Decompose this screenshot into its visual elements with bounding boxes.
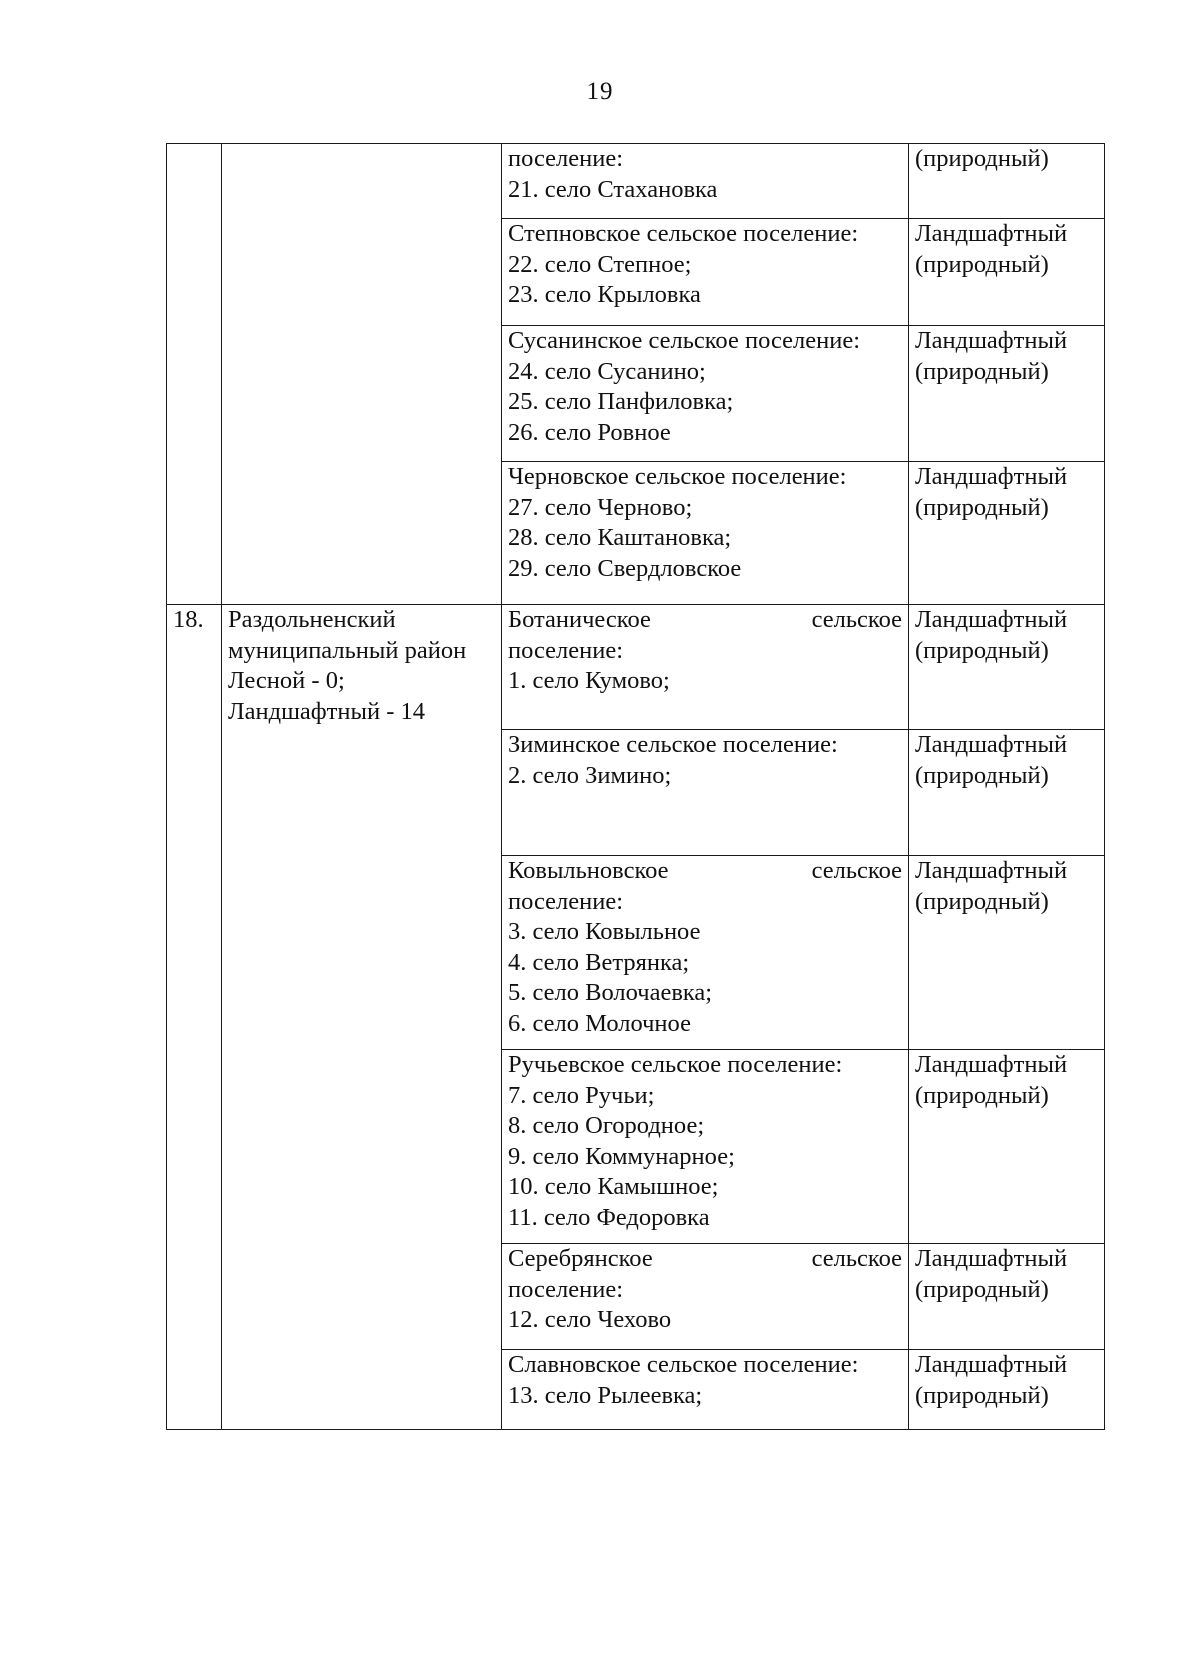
forest-type-line: (природный) [915, 1381, 1049, 1409]
forest-type-line: Ландшафтный [915, 731, 1068, 758]
settlement-line: Славновское сельское поселение: [508, 1351, 859, 1378]
settlement-line: поселение: [508, 1275, 624, 1303]
settlement-word: сельское [811, 857, 902, 884]
settlement-cell [502, 326, 909, 462]
settlement-first-line [508, 856, 902, 887]
settlement-line: 21. село Стахановка [508, 175, 718, 203]
settlement-cell [502, 1350, 909, 1430]
forest-type-line: (природный) [915, 1275, 1049, 1303]
table-row [167, 144, 1105, 219]
settlement-name: Ковыльновское [508, 857, 669, 884]
district-line: Лесной - 0; [228, 667, 345, 694]
settlement-word: сельское [811, 606, 902, 633]
forest-type-cell [909, 326, 1105, 462]
forest-type-cell [909, 605, 1105, 730]
district-cell [222, 605, 502, 1430]
page-number: 19 [586, 78, 614, 105]
settlement-cell [502, 856, 909, 1050]
settlement-line: 12. село Чехово [508, 1306, 672, 1333]
district-line: Раздольненский [228, 606, 396, 633]
forest-type-line: Ландшафтный [915, 327, 1068, 354]
forest-type-cell [909, 219, 1105, 326]
forest-type-line: Ландшафтный [915, 1051, 1068, 1078]
district-cell [222, 144, 502, 605]
settlement-line: 27. село Черново; [508, 493, 693, 521]
forest-type-cell [909, 1350, 1105, 1430]
settlement-line: Сусанинское сельское поселение: [508, 327, 860, 354]
forest-type-line: (природный) [915, 493, 1049, 521]
settlement-line: 6. село Молочное [508, 1009, 691, 1037]
forest-type-cell [909, 462, 1105, 605]
forest-type-line: (природный) [915, 761, 1049, 789]
forest-type-line: (природный) [915, 1081, 1049, 1109]
settlement-line: 22. село Степное; [508, 250, 692, 278]
settlement-line: Степновское сельское поселение: [508, 220, 859, 247]
settlement-line: поселение: [508, 887, 624, 915]
settlement-cell [502, 730, 909, 856]
settlement-cell [502, 462, 909, 605]
settlement-cell [502, 605, 909, 730]
settlement-line: 7. село Ручьи; [508, 1081, 655, 1109]
forest-type-cell [909, 1244, 1105, 1350]
settlement-line: поселение: [508, 145, 624, 172]
settlement-cell [502, 144, 909, 219]
settlement-name: Ботаническое [508, 606, 651, 633]
settlements-table [166, 143, 1105, 1430]
forest-type-line: Ландшафтный [915, 857, 1068, 884]
settlement-line: 4. село Ветрянка; [508, 948, 690, 976]
settlement-line: 1. село Кумово; [508, 667, 670, 694]
forest-type-line: (природный) [915, 250, 1049, 278]
settlement-line: 13. село Рылеевка; [508, 1381, 703, 1409]
row-number-cell [167, 605, 222, 1430]
forest-type-cell [909, 144, 1105, 219]
settlement-line: 25. село Панфиловка; [508, 388, 734, 415]
settlement-line: 9. село Коммунарное; [508, 1142, 735, 1170]
settlement-line: 10. село Камышное; [508, 1173, 719, 1200]
settlement-line: 11. село Федоровка [508, 1203, 710, 1231]
settlement-first-line [508, 605, 902, 636]
district-line: Ландшафтный - 14 [228, 697, 425, 725]
forest-type-line: Ландшафтный [915, 1351, 1068, 1378]
settlement-line: 3. село Ковыльное [508, 918, 701, 945]
settlement-cell [502, 219, 909, 326]
settlement-name: Серебрянское [508, 1245, 653, 1272]
forest-type-line: Ландшафтный [915, 606, 1068, 633]
forest-type-line: Ландшафтный [915, 220, 1068, 247]
settlement-word: сельское [811, 1245, 902, 1272]
settlement-cell [502, 1050, 909, 1244]
settlement-line: Зиминское сельское поселение: [508, 731, 838, 758]
table-row [167, 605, 1105, 730]
row-number-cell [167, 144, 222, 605]
settlement-cell [502, 1244, 909, 1350]
settlement-line: 28. село Каштановка; [508, 524, 732, 551]
forest-type-line: Ландшафтный [915, 1245, 1068, 1272]
settlement-line: 8. село Огородное; [508, 1112, 705, 1139]
settlement-line: 26. село Ровное [508, 418, 671, 446]
forest-type-cell [909, 730, 1105, 856]
forest-type-line: (природный) [915, 145, 1049, 172]
forest-type-cell [909, 856, 1105, 1050]
settlement-line: 24. село Сусанино; [508, 357, 706, 385]
settlement-line: Ручьевское сельское поселение: [508, 1051, 843, 1078]
settlement-line: поселение: [508, 636, 624, 664]
district-line: муниципальный район [228, 636, 467, 664]
settlement-line: 2. село Зимино; [508, 761, 672, 789]
settlement-line: 23. село Крыловка [508, 281, 701, 308]
settlement-line: 5. село Волочаевка; [508, 979, 713, 1006]
forest-type-line: (природный) [915, 357, 1049, 385]
forest-type-line: Ландшафтный [915, 463, 1068, 490]
settlement-first-line [508, 1244, 902, 1275]
forest-type-line: (природный) [915, 636, 1049, 664]
forest-type-line: (природный) [915, 887, 1049, 915]
row-number: 18. [173, 606, 204, 633]
settlement-line: 29. село Свердловское [508, 554, 742, 582]
settlement-line: Черновское сельское поселение: [508, 463, 847, 490]
forest-type-cell [909, 1050, 1105, 1244]
